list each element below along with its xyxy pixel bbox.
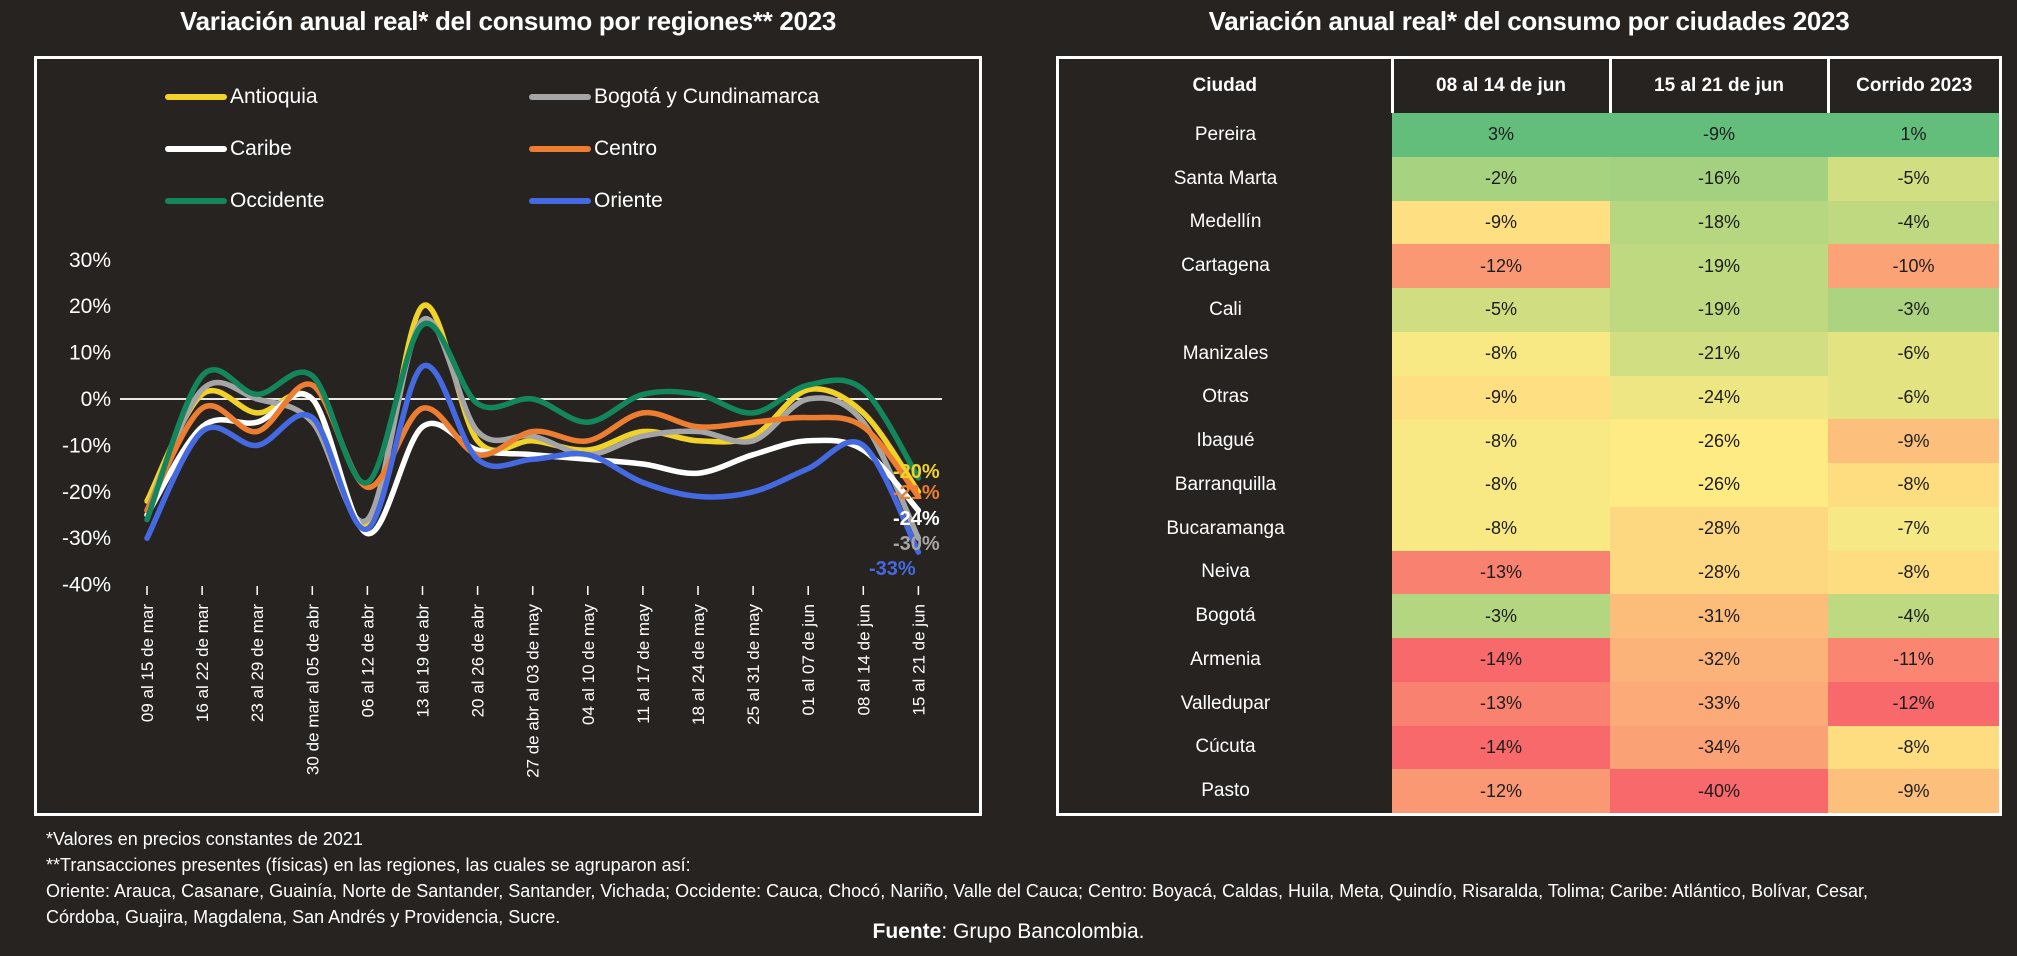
- table-row: [1059, 682, 1999, 726]
- city-name: Neiva: [1201, 561, 1250, 583]
- value-cell: -26%: [1610, 463, 1828, 507]
- value-cell: -6%: [1828, 332, 1999, 376]
- column-header: Corrido 2023: [1856, 75, 1973, 96]
- value-cell: -24%: [1610, 376, 1828, 420]
- legend-line-swatch: [529, 94, 591, 100]
- value-cell: -12%: [1392, 244, 1610, 288]
- table-header: [1059, 59, 1999, 113]
- x-axis-tick-label: 30 de mar al 05 de abr: [303, 604, 323, 776]
- value-cell: -8%: [1392, 419, 1610, 463]
- table-row: [1059, 638, 1999, 682]
- value-cell: -12%: [1828, 682, 1999, 726]
- end-label-bogot-y-cundinamarca: -30%: [893, 533, 940, 555]
- x-axis-tick-label: 16 al 22 de mar: [193, 604, 213, 723]
- end-label-caribe: -24%: [893, 508, 940, 530]
- table-row: [1059, 463, 1999, 507]
- city-name: Bogotá: [1195, 605, 1256, 627]
- y-axis-tick-label: -30%: [61, 527, 111, 551]
- value-cell: -6%: [1828, 376, 1999, 420]
- table-row: [1059, 157, 1999, 201]
- x-axis-tick-label: 04 al 10 de may: [578, 604, 598, 725]
- legend-label: Bogotá y Cundinamarca: [594, 85, 820, 108]
- city-name: Pereira: [1194, 123, 1257, 145]
- city-name: Valledupar: [1180, 692, 1271, 714]
- value-cell: -8%: [1828, 551, 1999, 595]
- legend-item-caribe: [165, 137, 292, 161]
- x-axis-tick-label: 08 al 14 de jun: [854, 604, 874, 716]
- x-axis-tick-label: 15 al 21 de jun: [909, 604, 929, 716]
- value-cell: -33%: [1610, 682, 1828, 726]
- table-header-row: [1059, 59, 1999, 113]
- y-axis-tick-label: 30%: [68, 248, 111, 272]
- city-name: Medellín: [1189, 211, 1262, 233]
- value-cell: -8%: [1828, 463, 1999, 507]
- x-axis-tick-label: 09 al 15 de mar: [138, 604, 157, 723]
- regions-line-chart: [37, 59, 979, 813]
- value-cell: -7%: [1828, 507, 1999, 551]
- legend-line-swatch: [529, 146, 591, 152]
- cities-heatmap-table: [1059, 59, 1999, 813]
- value-cell: -12%: [1392, 769, 1610, 813]
- end-label-antioquia: -20%: [893, 461, 940, 483]
- value-cell: -14%: [1392, 638, 1610, 682]
- x-axis-tick-label: 20 al 26 de abr: [468, 604, 488, 718]
- footnote-3: Oriente: Arauca, Casanare, Guainía, Norte de Santander, Santander, Vichada; Occidente: Cauca, Chocó, Nariño, Valle del Cauca; Centro: Boyacá, Caldas, Huila, Meta, Quindío, Risaralda, Tolima; Caribe: Atlántico, Bolívar, Cesar, Córdoba, Guajira, Magdalena, San Andrés y Providencia, Sucre.: [46, 881, 1868, 927]
- legend-line-swatch: [165, 146, 227, 152]
- value-cell: -28%: [1610, 551, 1828, 595]
- legend-label: Oriente: [594, 189, 663, 212]
- city-name: Pasto: [1201, 780, 1250, 802]
- x-axis-tick-label: 25 al 31 de may: [744, 604, 764, 725]
- value-cell: -9%: [1610, 113, 1828, 157]
- source-label: Fuente: [872, 920, 942, 943]
- y-axis-tick-label: 0%: [80, 388, 111, 411]
- table-row: [1059, 551, 1999, 595]
- regions-chart-title: Variación anual real* del consumo por regiones** 2023: [179, 6, 837, 36]
- legend-item-oriente: [529, 189, 663, 213]
- cities-table-title: Variación anual real* del consumo por ciudades 2023: [1208, 6, 1850, 36]
- legend-label: Centro: [594, 137, 658, 160]
- legend-item-centro: [529, 137, 657, 161]
- value-cell: -18%: [1610, 201, 1828, 245]
- table-row: [1059, 726, 1999, 770]
- value-cell: -8%: [1828, 726, 1999, 770]
- table-row: [1059, 288, 1999, 332]
- value-cell: -4%: [1828, 201, 1999, 245]
- value-cell: -9%: [1392, 201, 1610, 245]
- value-cell: -3%: [1828, 288, 1999, 332]
- value-cell: -31%: [1610, 594, 1828, 638]
- end-label-centro: -21%: [893, 482, 940, 504]
- value-cell: -2%: [1392, 157, 1610, 201]
- legend-label: Antioquia: [230, 85, 318, 108]
- x-axis-tick-label: 13 al 19 de abr: [413, 604, 433, 718]
- end-label-oriente: -33%: [869, 558, 916, 580]
- x-axis-tick-label: 23 al 29 de mar: [248, 604, 268, 723]
- city-name: Cúcuta: [1195, 736, 1256, 758]
- table-row: [1059, 376, 1999, 420]
- value-cell: -8%: [1392, 463, 1610, 507]
- y-axis-tick-label: 10%: [68, 341, 111, 365]
- value-cell: -4%: [1828, 594, 1999, 638]
- table-row: [1059, 419, 1999, 463]
- value-cell: -13%: [1392, 551, 1610, 595]
- value-cell: -13%: [1392, 682, 1610, 726]
- source-text: : Grupo Bancolombia.: [941, 920, 1145, 943]
- value-cell: -32%: [1610, 638, 1828, 682]
- value-cell: -9%: [1828, 419, 1999, 463]
- city-name: Cartagena: [1181, 255, 1270, 277]
- table-row: [1059, 507, 1999, 551]
- value-cell: -28%: [1610, 507, 1828, 551]
- value-cell: -11%: [1828, 638, 1999, 682]
- table-row: [1059, 332, 1999, 376]
- value-cell: -34%: [1610, 726, 1828, 770]
- value-cell: -16%: [1610, 157, 1828, 201]
- legend-label: Occidente: [230, 189, 325, 212]
- regions-chart-panel: [34, 56, 982, 816]
- footnote-2: **Transacciones presentes (físicas) en las regiones, las cuales se agruparon así:: [46, 855, 691, 875]
- value-cell: -9%: [1828, 769, 1999, 813]
- column-header: 08 al 14 de jun: [1392, 59, 1610, 113]
- city-name: Bucaramanga: [1166, 517, 1285, 539]
- table-body: [1059, 113, 1999, 813]
- city-name: Santa Marta: [1173, 167, 1278, 189]
- x-axis-tick-label: 06 al 12 de abr: [358, 604, 378, 718]
- value-cell: -5%: [1828, 157, 1999, 201]
- table-row: [1059, 594, 1999, 638]
- value-cell: -19%: [1610, 244, 1828, 288]
- value-cell: -8%: [1392, 332, 1610, 376]
- value-cell: -14%: [1392, 726, 1610, 770]
- city-name: Cali: [1209, 298, 1242, 320]
- footnote-1: *Valores en precios constantes de 2021: [46, 829, 363, 849]
- legend-item-antioquia: [165, 85, 318, 109]
- city-name: Armenia: [1190, 648, 1261, 670]
- table-row: [1059, 769, 1999, 813]
- value-cell: -26%: [1610, 419, 1828, 463]
- value-cell: 3%: [1392, 113, 1610, 157]
- legend-item-occidente: [165, 189, 325, 213]
- x-axis-tick-label: 27 de abr al 03 de may: [523, 604, 543, 778]
- value-cell: -21%: [1610, 332, 1828, 376]
- y-axis-tick-label: -20%: [61, 480, 111, 504]
- value-cell: -3%: [1392, 594, 1610, 638]
- legend-item-bogot-y-cundinamarca: [529, 85, 819, 109]
- city-name: Manizales: [1182, 342, 1269, 364]
- value-cell: -5%: [1392, 288, 1610, 332]
- value-cell: -19%: [1610, 288, 1828, 332]
- x-axis-tick-label: 11 al 17 de may: [633, 604, 653, 724]
- city-name: Ibagué: [1196, 430, 1255, 452]
- x-axis-tick-label: 01 al 07 de jun: [799, 604, 819, 716]
- y-axis-tick-label: -40%: [61, 573, 111, 597]
- value-cell: -40%: [1610, 769, 1828, 813]
- value-cell: -10%: [1828, 244, 1999, 288]
- table-row: [1059, 244, 1999, 288]
- column-header: 15 al 21 de jun: [1610, 59, 1828, 113]
- value-cell: 1%: [1828, 113, 1999, 157]
- footnotes: [46, 826, 1936, 930]
- legend-line-swatch: [165, 198, 227, 204]
- y-axis-tick-label: -10%: [61, 434, 111, 458]
- table-row: [1059, 201, 1999, 245]
- cities-table-panel: [1056, 56, 2002, 816]
- column-header: Ciudad: [1059, 59, 1392, 113]
- source-line: [0, 920, 2017, 944]
- legend-line-swatch: [529, 198, 591, 204]
- y-axis-tick-label: 20%: [68, 295, 111, 319]
- value-cell: -8%: [1392, 507, 1610, 551]
- x-axis-tick-label: 18 al 24 de may: [689, 604, 708, 725]
- legend-line-swatch: [165, 94, 227, 100]
- city-name: Barranquilla: [1174, 473, 1277, 495]
- value-cell: -9%: [1392, 376, 1610, 420]
- table-row: [1059, 113, 1999, 157]
- legend-label: Caribe: [230, 137, 292, 160]
- city-name: Otras: [1202, 386, 1249, 408]
